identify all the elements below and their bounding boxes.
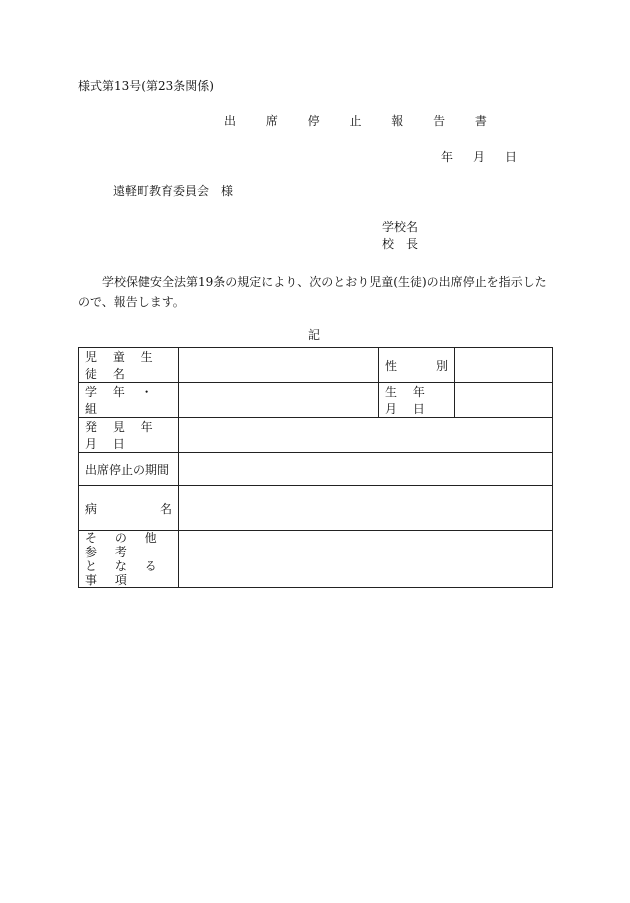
report-table <box>78 347 553 588</box>
disease-field[interactable] <box>179 486 553 531</box>
table-row <box>79 453 553 486</box>
suspension-period-label: 出席停止の期間 <box>79 453 179 486</box>
remarks-label: そ の 他 参 考 と な る 事 項 <box>79 531 179 588</box>
remarks-field[interactable] <box>179 531 553 588</box>
birthdate-label: 生 年 月 日 <box>379 383 455 418</box>
grade-class-label: 学 年 ・ 組 <box>79 383 179 418</box>
table-row <box>79 383 553 418</box>
table-row <box>79 531 553 588</box>
addressee: 遠軽町教育委員会 様 <box>113 184 234 198</box>
suspension-period-field[interactable] <box>179 453 553 486</box>
gender-field[interactable] <box>455 348 553 383</box>
ki-label: 記 <box>308 328 321 342</box>
form-number: 様式第13号(第23条関係) <box>78 79 214 93</box>
table-row <box>79 486 553 531</box>
gender-label: 性 別 <box>379 348 455 383</box>
table-row <box>79 418 553 453</box>
student-name-label: 児 童 生 徒 名 <box>79 348 179 383</box>
birthdate-field[interactable] <box>455 383 553 418</box>
discovery-date-label: 発 見 年 月 日 <box>79 418 179 453</box>
school-name-label: 学校名 <box>382 220 419 234</box>
date-year-label: 年 <box>441 150 454 164</box>
body-text: 学校保健安全法第19条の規定により、次のとおり児童(生徒)の出席停止を指示したので、報告します。 <box>78 275 547 309</box>
grade-class-field[interactable] <box>179 383 379 418</box>
student-name-field[interactable] <box>179 348 379 383</box>
discovery-date-field[interactable] <box>179 418 553 453</box>
principal-label: 校 長 <box>382 237 419 251</box>
disease-label: 病 名 <box>79 486 179 531</box>
date-day-label: 日 <box>505 150 518 164</box>
page-title: 出 席 停 止 報 告 書 <box>224 114 500 128</box>
date-line <box>441 150 537 164</box>
table-row <box>79 348 553 383</box>
date-month-label: 月 <box>473 150 486 164</box>
